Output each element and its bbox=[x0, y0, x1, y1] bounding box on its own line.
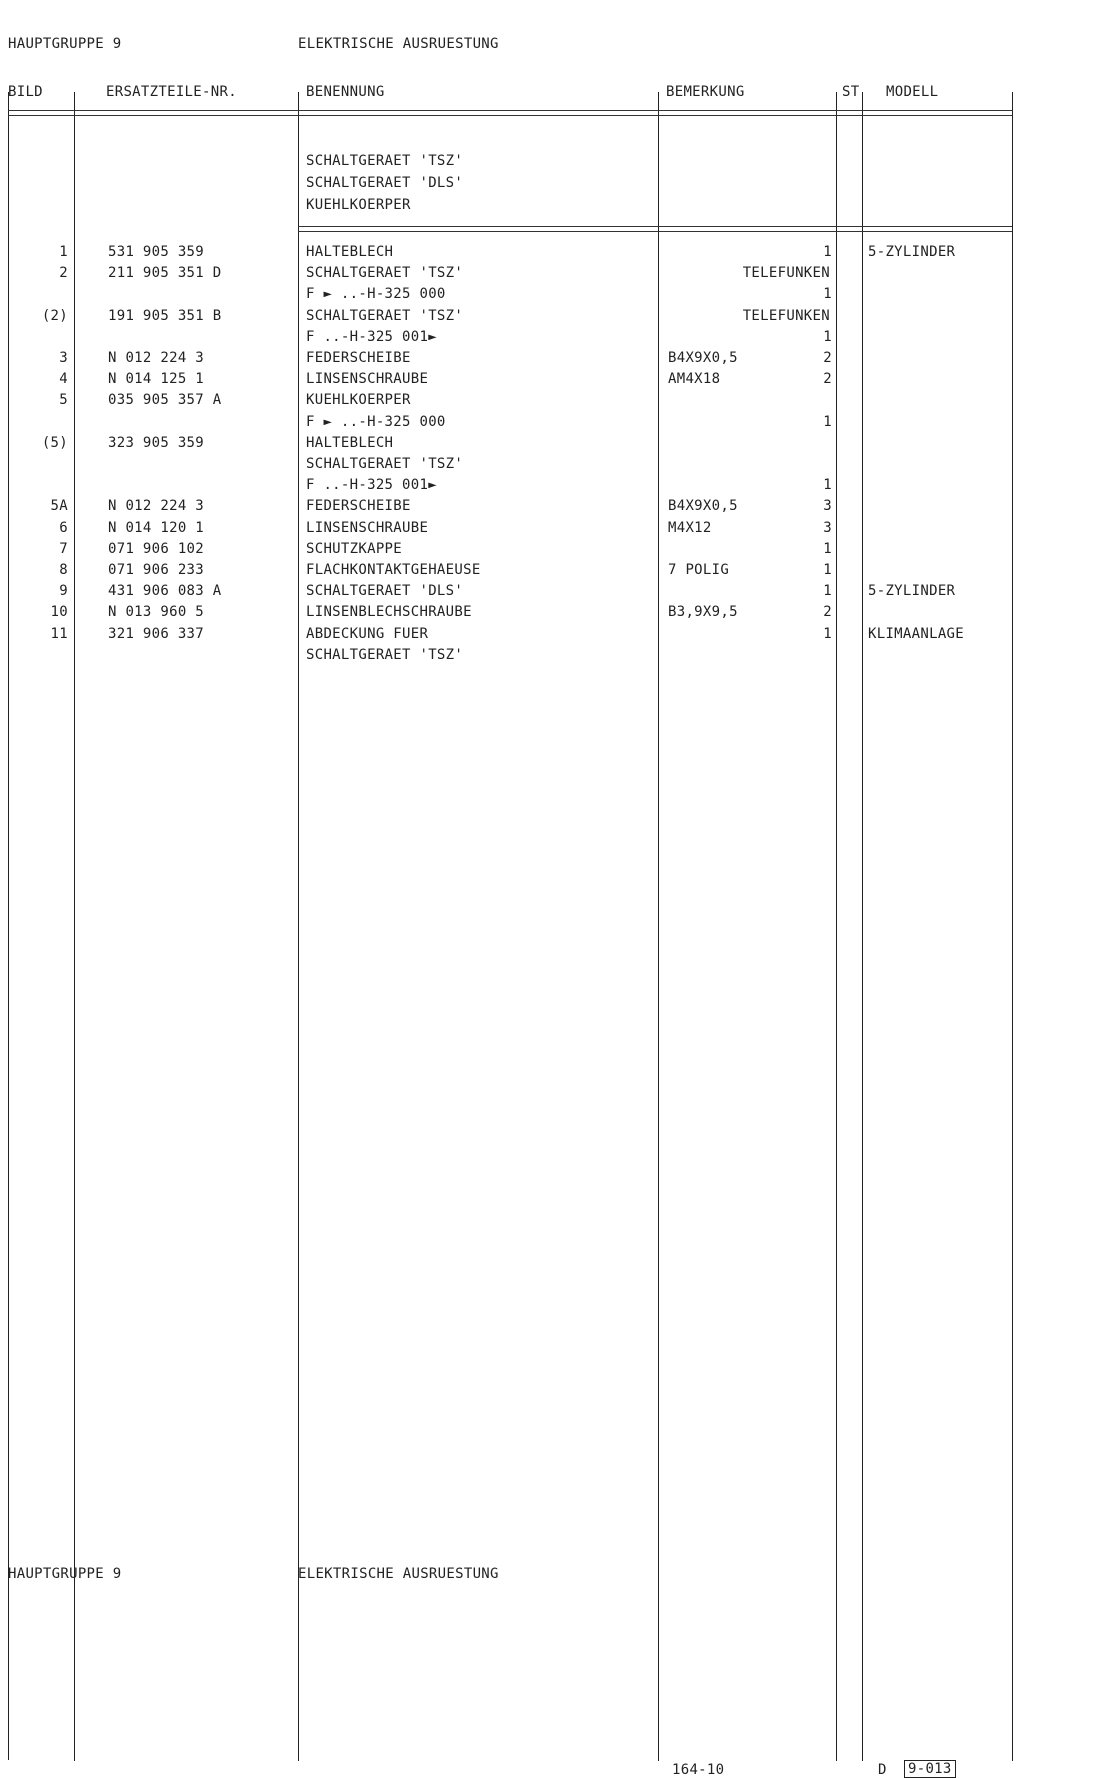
cell-st: 2 bbox=[823, 350, 832, 366]
cell-modell: 5-ZYLINDER bbox=[868, 583, 956, 600]
col-header-bemerkung: BEMERKUNG bbox=[666, 84, 745, 100]
cell-bild: 7 bbox=[59, 540, 68, 557]
cell-benennung: F ..-H-325 001► bbox=[306, 328, 437, 345]
cell-benennung: KUEHLKOERPER bbox=[306, 392, 411, 409]
cell-st: 1 bbox=[823, 583, 832, 600]
cell-part-number: 323 905 359 bbox=[108, 434, 205, 451]
cell-bemerkung: B3,9X9,5 bbox=[668, 604, 738, 621]
cell-benennung: FEDERSCHEIBE bbox=[306, 350, 411, 366]
cell-benennung: HALTEBLECH bbox=[306, 244, 394, 260]
cell-bild: (5) bbox=[41, 434, 68, 451]
cell-benennung: SCHALTGERAET 'TSZ' bbox=[306, 646, 464, 663]
cell-st: 2 bbox=[823, 604, 832, 621]
intro-line: SCHALTGERAET 'DLS' bbox=[306, 175, 464, 191]
cell-benennung: ABDECKUNG FUER bbox=[306, 625, 429, 642]
cell-benennung: FLACHKONTAKTGEHAEUSE bbox=[306, 562, 481, 578]
cell-benennung: F ► ..-H-325 000 bbox=[306, 413, 446, 430]
main-group-label: HAUPTGRUPPE 9 bbox=[8, 36, 122, 52]
cell-benennung: FEDERSCHEIBE bbox=[306, 498, 411, 515]
col-header-bild: BILD bbox=[8, 84, 43, 100]
col-header-benennung: BENENNUNG bbox=[306, 84, 385, 100]
bottom-main-group-label: HAUPTGRUPPE 9 bbox=[8, 1566, 122, 1582]
cell-st: 3 bbox=[823, 519, 832, 536]
section-title: ELEKTRISCHE AUSRUESTUNG bbox=[298, 36, 499, 52]
ref-box: 9-013 bbox=[904, 1760, 956, 1778]
cell-st: 1 bbox=[823, 413, 832, 430]
cell-bild: 6 bbox=[59, 519, 68, 536]
cell-part-number: 531 905 359 bbox=[108, 244, 205, 260]
cell-st: 2 bbox=[823, 371, 832, 388]
cell-st: 3 bbox=[823, 498, 832, 515]
intro-line: SCHALTGERAET 'TSZ' bbox=[306, 153, 464, 169]
cell-bild: 5A bbox=[50, 498, 68, 515]
cell-part-number: N 013 960 5 bbox=[108, 604, 205, 621]
cell-st: 1 bbox=[823, 286, 832, 303]
cell-part-number: 431 906 083 A bbox=[108, 583, 222, 600]
cell-bild: 8 bbox=[59, 562, 68, 578]
cell-benennung: SCHALTGERAET 'TSZ' bbox=[306, 307, 464, 324]
cell-benennung: F ► ..-H-325 000 bbox=[306, 286, 446, 303]
cell-benennung: SCHALTGERAET 'TSZ' bbox=[306, 456, 464, 472]
cell-benennung: F ..-H-325 001► bbox=[306, 477, 437, 494]
cell-bild: 5 bbox=[59, 392, 68, 409]
intro-line: KUEHLKOERPER bbox=[306, 197, 411, 213]
cell-st: 1 bbox=[823, 540, 832, 557]
cell-benennung: SCHUTZKAPPE bbox=[306, 540, 403, 557]
cell-st: 1 bbox=[823, 244, 832, 260]
cell-modell: 5-ZYLINDER bbox=[868, 244, 956, 260]
cell-bemerkung: B4X9X0,5 bbox=[668, 498, 738, 515]
cell-bild: 9 bbox=[59, 583, 68, 600]
cell-part-number: N 014 125 1 bbox=[108, 371, 205, 388]
cell-bild: 2 bbox=[59, 265, 68, 282]
cell-part-number: N 012 224 3 bbox=[108, 350, 205, 366]
cell-part-number: 071 906 233 bbox=[108, 562, 205, 578]
cell-modell: KLIMAANLAGE bbox=[868, 625, 965, 642]
cell-part-number: N 012 224 3 bbox=[108, 498, 205, 515]
cell-bemerkung: M4X12 bbox=[668, 519, 712, 536]
ref-prefix: D bbox=[878, 1762, 887, 1778]
cell-bemerkung: AM4X18 bbox=[668, 371, 721, 388]
cell-bild: 4 bbox=[59, 371, 68, 388]
cell-bemerkung: TELEFUNKEN bbox=[742, 307, 830, 324]
cell-bild: 1 bbox=[59, 244, 68, 260]
cell-bemerkung: TELEFUNKEN bbox=[742, 265, 830, 282]
cell-benennung: HALTEBLECH bbox=[306, 434, 394, 451]
cell-part-number: 321 906 337 bbox=[108, 625, 205, 642]
cell-part-number: 191 905 351 B bbox=[108, 307, 222, 324]
cell-bemerkung: 7 POLIG bbox=[668, 562, 730, 578]
cell-part-number: 211 905 351 D bbox=[108, 265, 222, 282]
page-code: 164-10 bbox=[672, 1762, 725, 1778]
cell-benennung: SCHALTGERAET 'TSZ' bbox=[306, 265, 464, 282]
cell-benennung: LINSENSCHRAUBE bbox=[306, 519, 429, 536]
cell-bild: (2) bbox=[41, 307, 68, 324]
bottom-section-title: ELEKTRISCHE AUSRUESTUNG bbox=[298, 1566, 499, 1582]
cell-st: 1 bbox=[823, 562, 832, 578]
cell-st: 1 bbox=[823, 625, 832, 642]
cell-bild: 3 bbox=[59, 350, 68, 366]
cell-bild: 11 bbox=[50, 625, 68, 642]
cell-benennung: SCHALTGERAET 'DLS' bbox=[306, 583, 464, 600]
col-header-st: ST bbox=[842, 84, 860, 100]
cell-part-number: 071 906 102 bbox=[108, 540, 205, 557]
cell-bemerkung: B4X9X0,5 bbox=[668, 350, 738, 366]
cell-bild: 10 bbox=[50, 604, 68, 621]
cell-part-number: N 014 120 1 bbox=[108, 519, 205, 536]
cell-benennung: LINSENBLECHSCHRAUBE bbox=[306, 604, 472, 621]
col-header-part-number: ERSATZTEILE-NR. bbox=[106, 84, 237, 100]
col-header-modell: MODELL bbox=[886, 84, 939, 100]
cell-st: 1 bbox=[823, 328, 832, 345]
cell-part-number: 035 905 357 A bbox=[108, 392, 222, 409]
cell-st: 1 bbox=[823, 477, 832, 494]
cell-benennung: LINSENSCHRAUBE bbox=[306, 371, 429, 388]
